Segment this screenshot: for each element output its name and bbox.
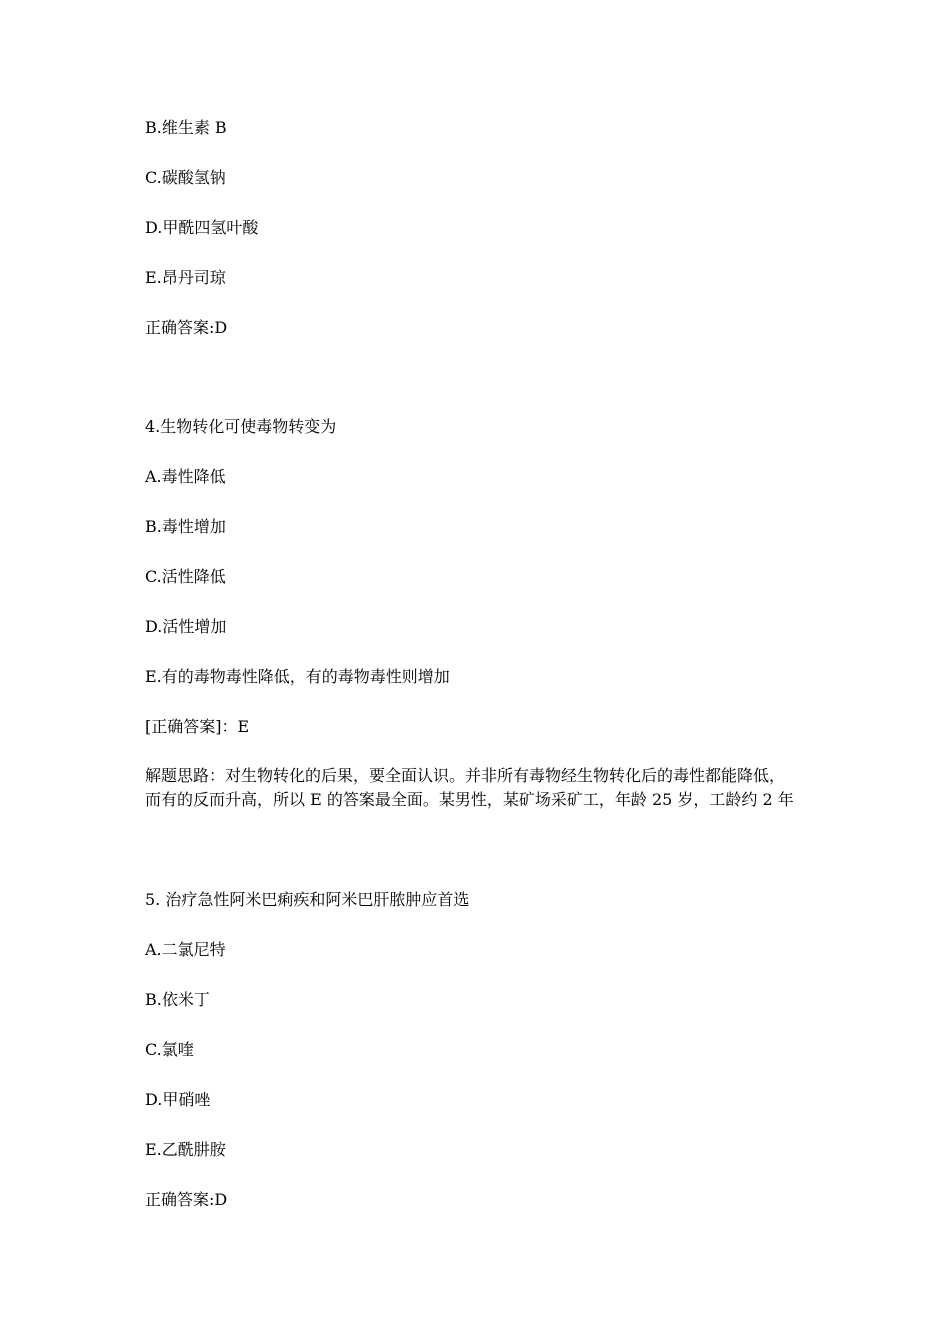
- q3-option-c: C.碳酸氢钠: [145, 168, 226, 187]
- q5-option-e: E.乙酰肼胺: [145, 1140, 226, 1159]
- q5-option-b: B.依米丁: [145, 990, 210, 1009]
- q5-option-c: C.氯喹: [145, 1040, 194, 1059]
- q4-question: 4.生物转化可使毒物转变为: [145, 417, 337, 436]
- q3-option-d: D.甲酰四氢叶酸: [145, 218, 259, 237]
- q5-option-d: D.甲硝唑: [145, 1090, 211, 1109]
- q4-answer: [正确答案]：E: [145, 717, 250, 736]
- q4-option-e: E.有的毒物毒性降低，有的毒物毒性则增加: [145, 667, 450, 686]
- q5-option-a: A.二氯尼特: [145, 940, 226, 959]
- q4-option-b: B.毒性增加: [145, 517, 226, 536]
- q4-option-d: D.活性增加: [145, 617, 227, 636]
- q4-explanation: [145, 764, 815, 812]
- q5-question: 5. 治疗急性阿米巴痢疾和阿米巴肝脓肿应首选: [145, 890, 470, 909]
- q4-option-a: A.毒性降低: [145, 467, 226, 486]
- q4-explanation-line1: 解题思路：对生物转化的后果，要全面认识。并非所有毒物经生物转化后的毒性都能降低，: [145, 766, 786, 785]
- q4-option-c: C.活性降低: [145, 567, 226, 586]
- q5-answer: 正确答案:D: [145, 1190, 228, 1209]
- q4-explanation-line2: 而有的反而升高，所以 E 的答案最全面。某男性，某矿场采矿工，年龄 25 岁，工龄约 2 年: [145, 790, 794, 809]
- q3-answer: 正确答案:D: [145, 318, 228, 337]
- q3-option-e: E.昂丹司琼: [145, 268, 226, 287]
- q3-option-b: B.维生素 B: [145, 118, 227, 137]
